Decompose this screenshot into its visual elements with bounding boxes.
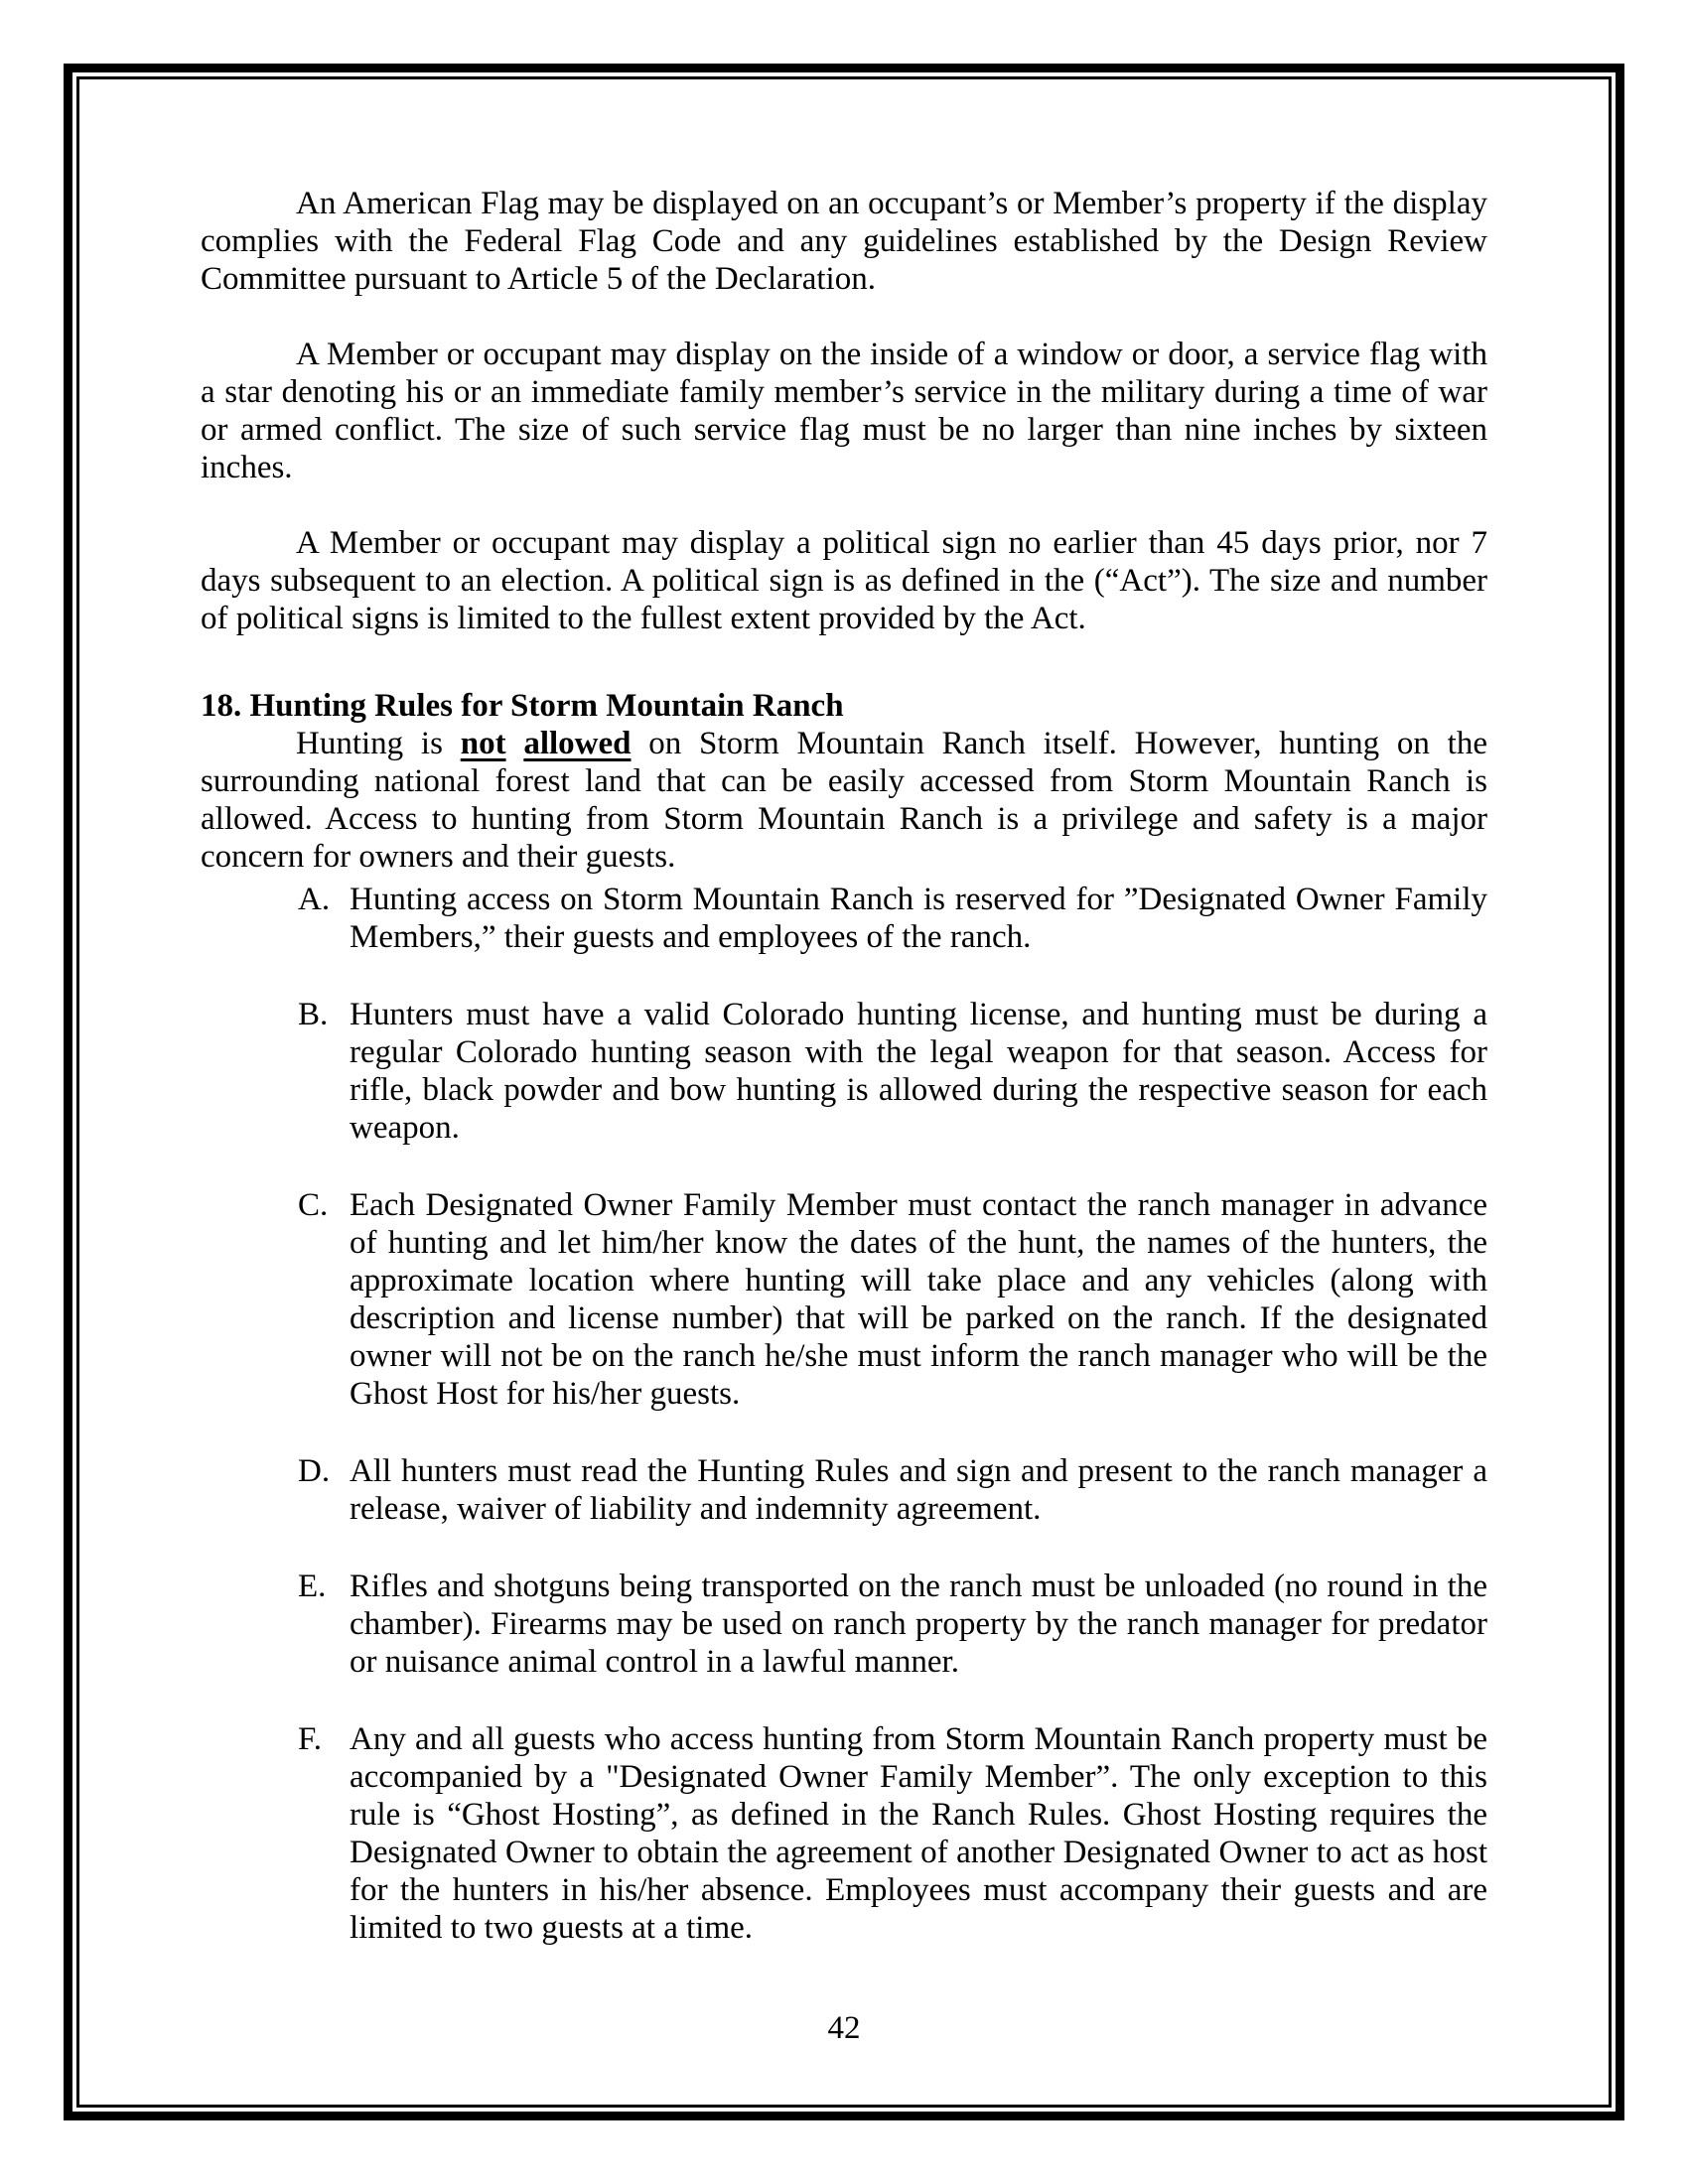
hunting-rules-list [201, 881, 1487, 1947]
political-sign-paragraph: A Member or occupant may display a political sign no earlier than 45 days prior, nor 7 days subsequent to an election. A political sign is as defined in the (“Act”). The size and number of political signs is limited to the fullest extent provided by the Act. [201, 525, 1487, 636]
list-item-label: C. [298, 1187, 329, 1223]
list-item-text: Any and all guests who access hunting from Storm Mountain Ranch property must be accompanied by a "Designated Owner Family Member”. The only exception to this rule is “Ghost Hosting”, as defined in the Ranch Rules. Ghost Hosting requires the Designated Owner to obtain the agreement of another Designated Owner to act as host for the hunters in his/her absence. Employees must accompany their guests and are limited to two guests at a time. [350, 1721, 1487, 1946]
list-item-text: All hunters must read the Hunting Rules and sign and present to the ranch manager a release, waiver of liability and indemnity agreement. [350, 1453, 1487, 1527]
list-item-text: Each Designated Owner Family Member must contact the ranch manager in advance of hunting and let him/her know the dates of the hunt, the names of the hunters, the approximate location where hunting will take place and any vehicles (along with description and license number) that will be parked on the ranch. If the designated owner will not be on the ranch he/she must inform the ranch manager who will be the Ghost Host for his/her guests. [350, 1187, 1487, 1412]
list-item-label: A. [298, 882, 331, 917]
list-item-text: Hunters must have a valid Colorado hunting license, and hunting must be during a regular Colorado hunting season with the legal weapon for that season. Access for rifle, black powder and bow hunting is allowed during the respective season for each weapon. [350, 997, 1487, 1146]
page-content [201, 185, 1487, 1947]
hunting-rules-heading: 18. Hunting Rules for Storm Mountain Ranch [201, 688, 844, 724]
service-flag-paragraph: A Member or occupant may display on the inside of a window or door, a service flag with a star denoting his or an immediate family member’s service in the military during a time of war or armed conflict. The size of such service flag must be no larger than nine inches by sixteen inches. [201, 337, 1487, 485]
intro-prefix: Hunting is [296, 726, 461, 761]
hunting-rule-item-d [298, 1452, 1487, 1528]
list-item-label: D. [298, 1453, 331, 1489]
list-item-label: F. [298, 1721, 322, 1757]
hunting-rules-intro [201, 725, 1487, 876]
hunting-rule-item-a [298, 881, 1487, 956]
list-item-label: B. [298, 997, 329, 1032]
intro-space [506, 726, 524, 761]
hunting-rule-item-e [298, 1568, 1487, 1681]
intro-suffix: on Storm Mountain Ranch itself. However, hunting on the surrounding national forest land that can be easily accessed from Storm Mountain Ranch is allowed. Access to hunting from Storm Mountain Ranch is a privilege and safety is a major concern for owners and their guests. [201, 726, 1488, 875]
page-number: 42 [827, 2010, 861, 2046]
intro-emphasis-allowed: allowed [523, 726, 632, 761]
list-item-text: Rifles and shotguns being transported on the ranch must be unloaded (no round in the chamber). Firearms may be used on ranch property by the ranch manager for predator or nuisance animal control in a lawful manner. [350, 1569, 1487, 1680]
list-item-text: Hunting access on Storm Mountain Ranch is reserved for ”Designated Owner Family Members,” their guests and employees of the ranch. [350, 882, 1487, 955]
hunting-rule-item-b [298, 996, 1487, 1147]
hunting-rule-item-c [298, 1186, 1487, 1413]
american-flag-paragraph: An American Flag may be displayed on an occupant’s or Member’s property if the display complies with the Federal Flag Code and any guidelines established by the Design Review Committee pursuant to Article 5 of the Declaration. [201, 186, 1487, 297]
list-item-label: E. [298, 1569, 327, 1604]
intro-emphasis-not: not [460, 726, 506, 761]
hunting-rule-item-f [298, 1720, 1487, 1947]
